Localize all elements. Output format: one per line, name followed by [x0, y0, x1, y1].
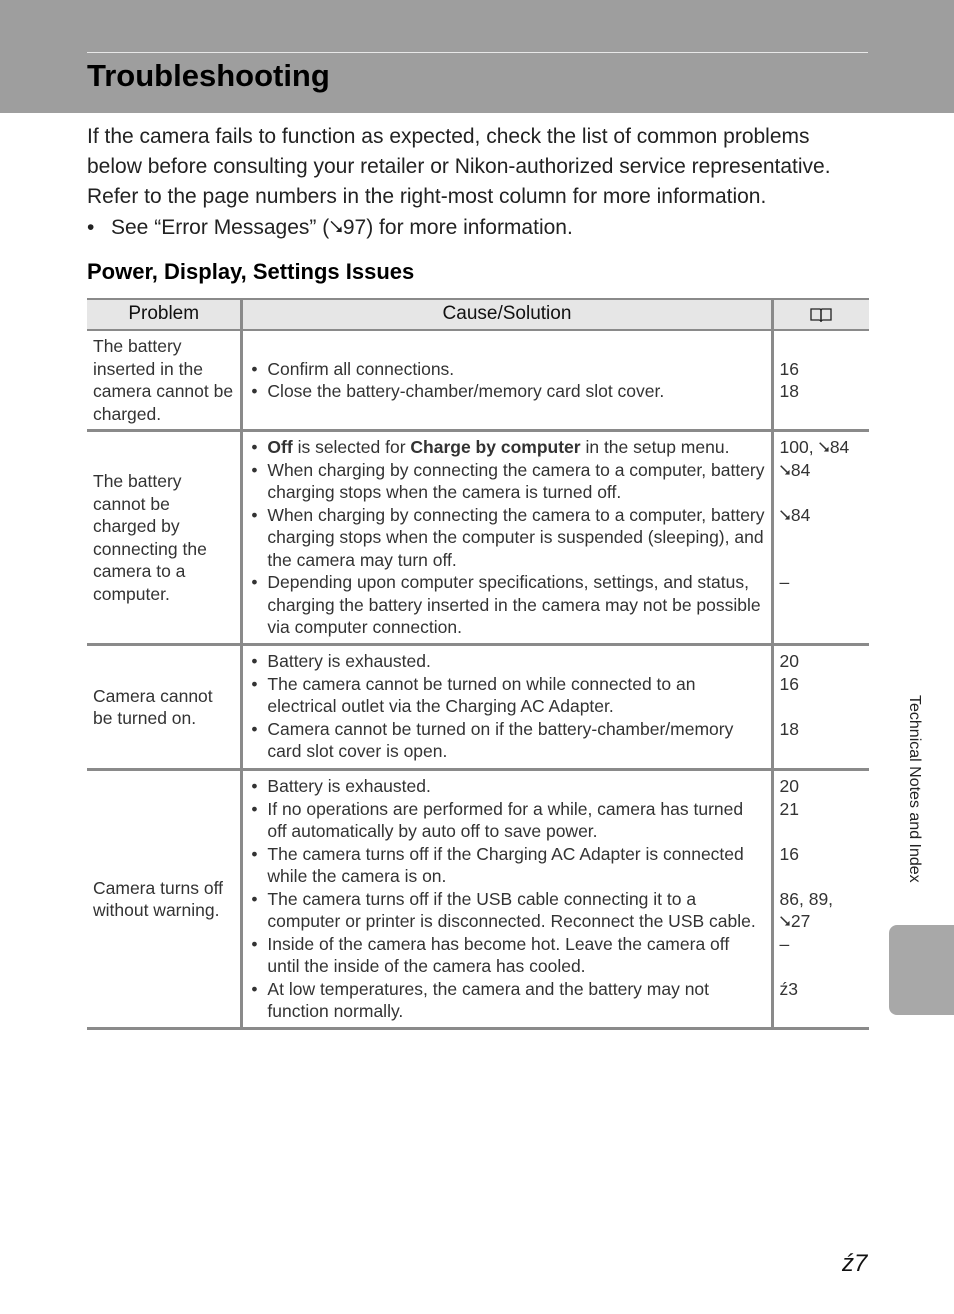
page-ref: ź3: [779, 978, 799, 999]
reference-cell: [772, 330, 869, 431]
page-ref: 20: [779, 776, 799, 796]
cause-cell: [242, 770, 772, 1029]
reference-cell: [772, 770, 869, 1029]
cause-item: • When charging by connecting the camera to a computer, battery charging stops when the computer is suspended (sleeping), and the camera may turn off.: [249, 504, 764, 572]
header-problem: Problem: [87, 299, 242, 330]
cause-item: • The camera turns off if the USB cable connecting it to a computer or printer is disconnected. Reconnect the USB cable.: [249, 888, 764, 933]
page-ref: [780, 955, 863, 978]
table-row: [87, 645, 869, 770]
page-ref: [780, 481, 863, 504]
page-ref: ⭨27: [779, 911, 811, 931]
cause-cell: [242, 330, 772, 431]
intro-paragraph: If the camera fails to function as expected, check the list of common problems below before consulting your retailer or Nikon-authorized service representative. Refer to the page numbers in the right-most column for more information.: [87, 125, 831, 208]
page-ref: 21: [779, 798, 799, 819]
page-ref: 18: [779, 381, 799, 401]
cause-text: is selected for: [292, 437, 411, 457]
page-ref: 86, 89,: [779, 888, 834, 909]
table-row: [87, 770, 869, 1029]
page-ref: 16: [779, 843, 799, 864]
page-ref: 16: [779, 358, 799, 379]
cause-text: in the setup menu.: [580, 437, 730, 457]
problem-cell: Camera turns off without warning.: [87, 770, 242, 1029]
section-tab-marker: [889, 925, 954, 1015]
problem-cell: The battery inserted in the camera cannot be charged.: [87, 330, 242, 431]
problem-cell: Camera cannot be turned on.: [87, 645, 242, 770]
page-ref: [780, 526, 863, 549]
cause-cell: [242, 431, 772, 645]
header-reference: [772, 299, 869, 330]
cause-item: • Confirm all connections.: [249, 358, 764, 381]
page-ref: 18: [779, 718, 799, 739]
page-ref: [780, 820, 863, 843]
table-header-row: [87, 299, 869, 330]
table-row: [87, 330, 869, 431]
cause-item: • Inside of the camera has become hot. Leave the camera off until the inside of the camera has cooled.: [249, 933, 764, 978]
page-ref: ⭨84: [779, 459, 811, 480]
cause-item: • Depending upon computer specifications, settings, and status, charging the battery inserted in the camera may not be possible via computer connection.: [249, 571, 764, 639]
header-banner: [0, 0, 954, 113]
cause-item: • Close the battery-chamber/memory card slot cover.: [249, 380, 764, 403]
cause-item: • The camera turns off if the Charging AC Adapter is connected while the camera is on.: [249, 843, 764, 888]
troubleshooting-table: [87, 298, 869, 1030]
page-ref: [780, 549, 863, 572]
cause-item: • When charging by connecting the camera to a computer, battery charging stops when the camera is turned off.: [249, 459, 764, 504]
cause-item: • Battery is exhausted.: [249, 650, 764, 673]
page-title: Troubleshooting: [87, 58, 330, 93]
cause-item: • Camera cannot be turned on if the battery-chamber/memory card slot cover is open.: [249, 718, 764, 763]
menu-item-name: Charge by computer: [410, 437, 581, 457]
page-ref: –: [779, 933, 790, 954]
header-cause-solution: Cause/Solution: [242, 299, 772, 330]
page-ref: 100, ⭨84: [779, 437, 850, 457]
cause-item: • At low temperatures, the camera and the battery may not function normally.: [249, 978, 764, 1023]
table-row: [87, 431, 869, 645]
bullet-icon: •: [87, 216, 95, 239]
page-number: ź7: [842, 1250, 868, 1277]
reference-cell: [772, 645, 869, 770]
see-also-text: See “Error Messages” (⭨97) for more information.: [111, 216, 573, 239]
cause-item: • If no operations are performed for a while, camera has turned off automatically by auto off to save power.: [249, 798, 764, 843]
page-ref: 20: [779, 651, 799, 671]
section-title: Power, Display, Settings Issues: [87, 259, 415, 284]
cause-cell: [242, 645, 772, 770]
page-ref: ⭨84: [779, 504, 811, 525]
see-also-note: [87, 213, 867, 243]
reference-cell: [772, 431, 869, 645]
book-icon: [810, 307, 832, 322]
page-ref: [780, 695, 863, 718]
page-ref: –: [779, 572, 790, 592]
setting-value: Off: [267, 437, 293, 457]
problem-cell: The battery cannot be charged by connecting the camera to a computer.: [87, 431, 242, 645]
page-ref: 16: [779, 673, 799, 694]
section-side-label: Technical Notes and Index: [906, 695, 923, 883]
banner-rule: [87, 52, 868, 53]
cause-item: • Battery is exhausted.: [249, 775, 764, 798]
cause-item: • The camera cannot be turned on while connected to an electrical outlet via the Charging AC Adapter.: [249, 673, 764, 718]
page-ref: [780, 865, 863, 888]
cause-item: [249, 436, 764, 459]
